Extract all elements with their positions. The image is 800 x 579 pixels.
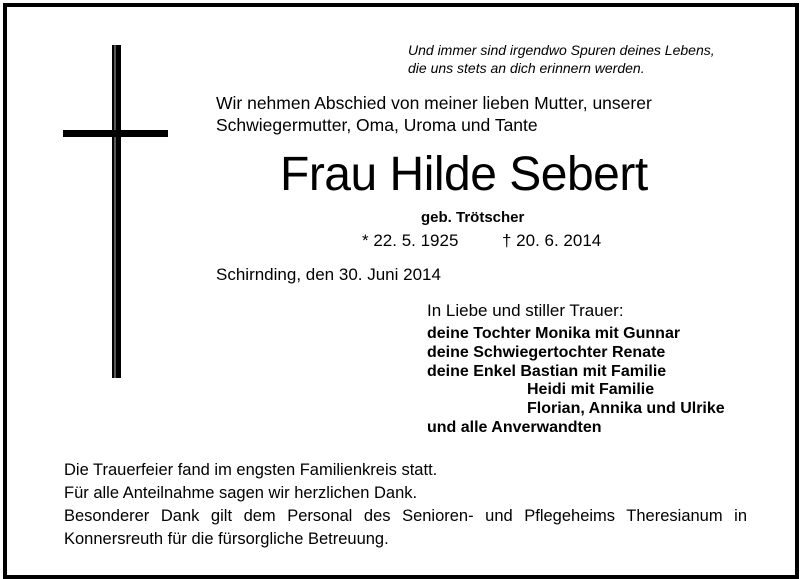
death-date: † 20. 6. 2014	[502, 231, 602, 250]
cross-crossbar	[63, 130, 168, 137]
intro-line-1: Wir nehmen Abschied von meiner lieben Mutter, unserer	[216, 93, 652, 113]
mourners-list	[427, 325, 725, 438]
place-date: Schirnding, den 30. Juni 2014	[216, 265, 441, 284]
mourner-line: und alle Anverwandten	[427, 418, 602, 436]
motto-line-2: die uns stets an dich erinnern werden.	[408, 60, 645, 76]
mourner-line: deine Tochter Monika mit Gunnar	[427, 325, 681, 342]
obituary-frame	[3, 3, 799, 579]
footer-line-1: Die Trauerfeier fand im engsten Familienkreis statt.	[64, 461, 438, 479]
intro-text	[216, 92, 652, 136]
birth-date: * 22. 5. 1925	[362, 231, 459, 250]
mourning-intro: In Liebe und stiller Trauer:	[427, 301, 624, 320]
deceased-name: Frau Hilde Sebert	[280, 148, 648, 201]
mourner-line: deine Enkel Bastian mit Familie	[427, 362, 667, 380]
mourner-line-indented	[427, 381, 725, 400]
mourner-line: deine Schwiegertochter Renate	[427, 343, 666, 361]
mourner-line: Florian, Annika und Ulrike	[527, 400, 725, 418]
mourner-line: Heidi mit Familie	[527, 381, 655, 399]
motto	[408, 41, 715, 77]
intro-line-2: Schwiegermutter, Oma, Uroma und Tante	[216, 115, 538, 135]
footer-line-2: Für alle Anteilnahme sagen wir herzlichen Dank.	[64, 484, 418, 502]
mourner-line-indented	[427, 400, 725, 419]
motto-line-1: Und immer sind irgendwo Spuren deines Lebens,	[408, 42, 715, 58]
footer-text	[64, 459, 747, 551]
birth-name: geb. Trötscher	[421, 209, 525, 226]
footer-line-3: Besonderer Dank gilt dem Personal des Senioren- und Pflegeheims Theresianum in Konnersreuth für die fürsorgliche Betreuung.	[64, 507, 747, 548]
cross-icon	[112, 45, 121, 378]
